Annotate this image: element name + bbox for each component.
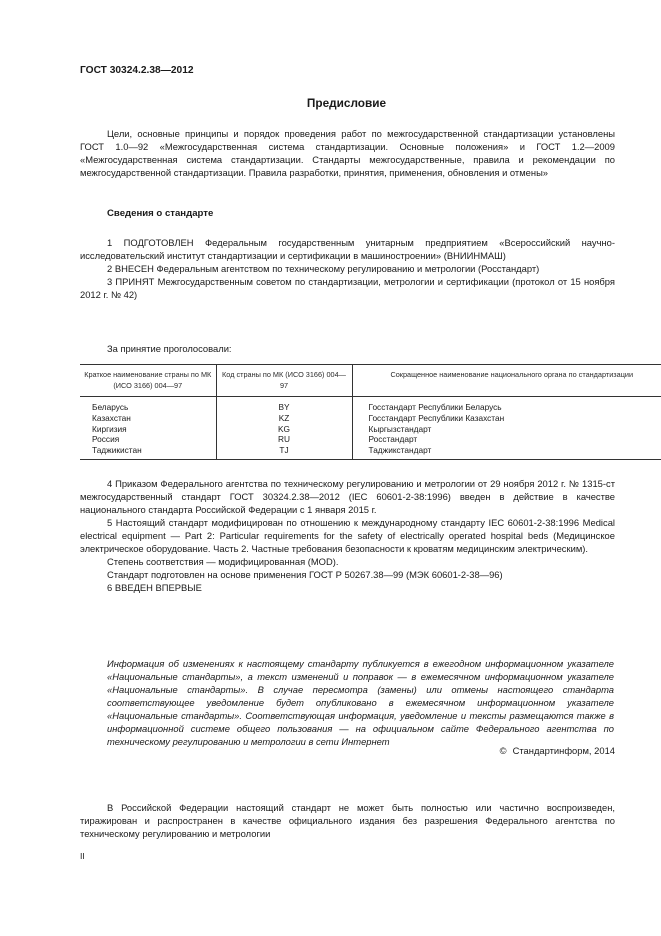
page-number: II [80,851,85,861]
cell-code: KZ [216,413,352,424]
item-submitted: 2 ВНЕСЕН Федеральным агентством по техническому регулированию и метрологии (Росстандарт) [107,263,540,274]
cell-country: Казахстан [92,412,131,423]
section-subheading: Сведения о стандарте [107,208,214,219]
table-row [80,434,661,445]
cell-code: RU [216,434,352,445]
voting-countries-table [80,364,661,460]
cell-code: BY [216,397,352,413]
cell-org: Госстандарт Республики Казахстан [352,413,661,424]
table-row [80,397,661,413]
standard-info-items [80,236,615,301]
table-row [80,413,661,424]
restriction-text: В Российской Федерации настоящий стандарт не может быть полностью или частично воспроизведен, тиражирован и распространен в качестве официального издания без разрешения Федерального агентства по техническому регулированию и метрологии [80,802,615,839]
document-code: ГОСТ 30324.2.38—2012 [80,65,194,76]
item-prepared: 1 ПОДГОТОВЛЕН Федеральным государственным унитарным предприятием «Всероссийский научно-исследовательский институт стандартизации и сертификации в машиностроении» (ВНИИНМАШ) [80,237,615,261]
header-country-code: Код страны по МК (ИСО 3166) 004—97 [216,365,352,397]
cell-country: Россия [92,434,120,445]
cell-org: Таджикстандарт [352,445,661,459]
cell-code: TJ [216,445,352,459]
item-adopted: 3 ПРИНЯТ Межгосударственным советом по стандартизации, метрологии и сертификации (протокол от 15 ноября 2012 г. № 42) [80,276,615,300]
vote-label: За принятие проголосовали: [107,343,232,354]
cell-org: Госстандарт Республики Беларусь [352,397,661,413]
table-row [80,424,661,435]
basis-statement: Стандарт подготовлен на основе применения ГОСТ Р 50267.38—99 (МЭК 60601-2-38—96) [107,569,503,580]
cell-org: Росстандарт [352,434,661,445]
cell-country: Киргизия [92,423,127,434]
item-modified: 5 Настоящий стандарт модифицирован по отношению к международному стандарту IEC 60601-2-38:1996 Medical electrical equipment — Part 2: Particular requirements for the safety of electrically operated hospital beds (Медицинское электрическое оборудование. Часть 2. Частные требования безопасности к кроватям медицинским электрическим). [80,517,615,554]
degree-of-correspondence: Степень соответствия — модифицированная (MOD). [107,556,339,567]
copyright-text: Стандартинформ, 2014 [512,745,615,756]
cell-country: Таджикистан [80,445,216,459]
copyright-symbol: © [499,745,507,756]
table-row [80,445,661,459]
intro-text: Цели, основные принципы и порядок проведения работ по межгосударственной стандартизации установлены ГОСТ 1.0—92 «Межгосударственная система стандартизации. Основные положения» и ГОСТ 1.2—2009 «Межгосударственная система стандартизации. Стандарты межгосударственные, правила и рекомендации по межгосударственной стандартизации. Правила разработки, принятия, применения, обновления и отмены» [80,128,615,178]
cell-code: KG [216,424,352,435]
item-enacted: 4 Приказом Федерального агентства по техническому регулированию и метрологии от 29 ноября 2012 г. № 1315-ст межгосударственный стандарт ГОСТ 30324.2.38—2012 (IEC 60601-2-38:1996) введен в действие в качестве национального стандарта Российской Федерации с 1 января 2015 г. [80,478,615,515]
copyright-line [80,745,615,756]
intro-paragraph [80,127,615,179]
cell-org: Кыргызстандарт [352,424,661,435]
standard-info-items-continued [80,477,615,594]
cell-country: Беларусь [92,402,129,412]
page-title: Предисловие [306,96,387,110]
reproduction-restriction [80,801,615,840]
vote-label-block [80,342,615,355]
changes-information-notice: Информация об изменениях к настоящему стандарту публикуется в ежегодном информационном указателе «Национальные стандарты», а текст изменений и поправок — в ежемесячном информационном указателе «Национальные стандарты». В случае пересмотра (замены) или отмены настоящего стандарта соответствующее уведомление будет опубликовано в ежемесячном информационном указателе «Национальные стандарты». Соответствующая информация, уведомление и тексты размещаются также в информационной системе общего пользования — на официальном сайте Федерального агентства по техническому регулированию и метрологии в сети Интернет [107,658,614,747]
header-country: Краткое наименование страны по МК (ИСО 3166) 004—97 [80,365,216,397]
table-header-row [80,365,661,397]
item-introduced-first: 6 ВВЕДЕН ВПЕРВЫЕ [107,582,202,593]
header-national-body: Сокращенное наименование национального органа по стандартизации [352,365,661,397]
